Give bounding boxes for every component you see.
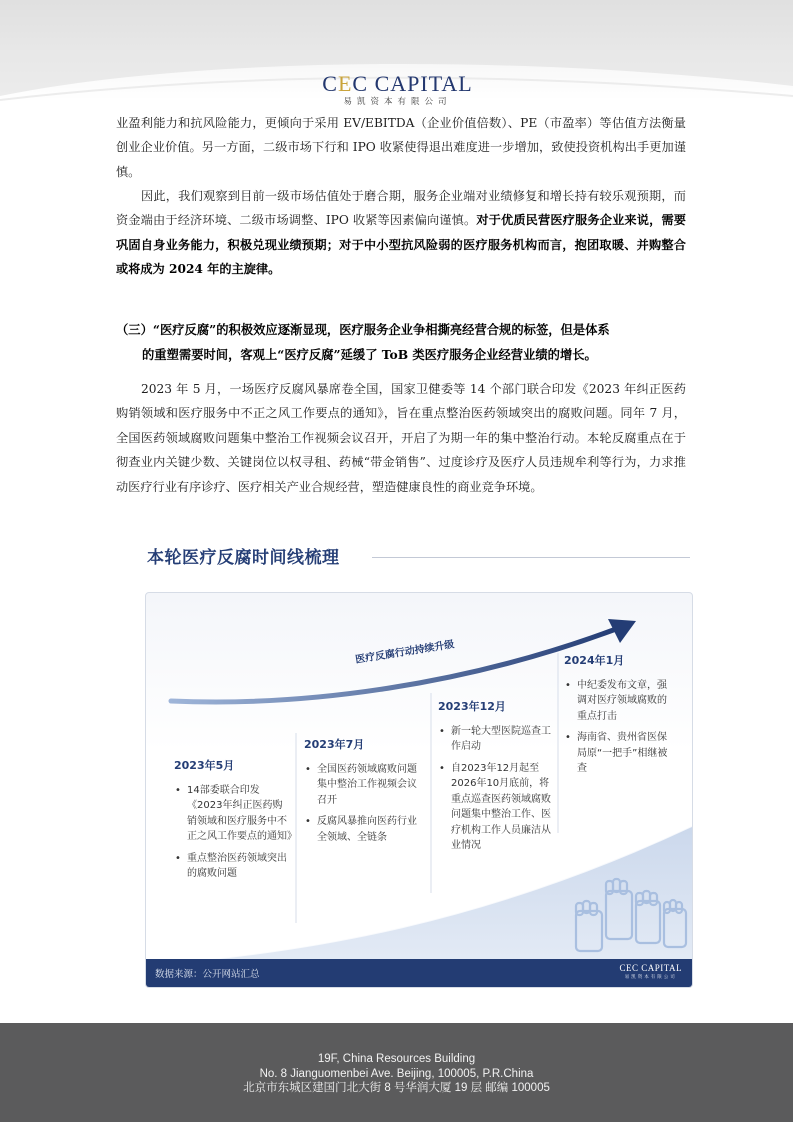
logo-subtitle: 易凯资本有限公司 xyxy=(343,97,452,107)
section-heading xyxy=(116,317,686,367)
footer-small-logo-sub: 易凯资本有限公司 xyxy=(624,975,677,980)
arrow-label: 医疗反腐行动持续升级 xyxy=(354,639,456,666)
timeline-item: • 海南省、贵州省医保局原“一把手”相继被查 xyxy=(564,730,674,777)
logo-accent-letter: E xyxy=(337,71,353,96)
timeline-year: 2023年5月 xyxy=(174,759,235,772)
footer-small-logo xyxy=(619,963,682,981)
timeline-item: • 全国医药领域腐败问题集中整治工作视频会议召开 xyxy=(304,762,424,809)
timeline-card-footer xyxy=(146,959,693,987)
data-source-note: 数据来源：公开网站汇总 xyxy=(155,969,260,980)
timeline-column-may-2023 xyxy=(174,758,297,888)
timeline-year: 2023年7月 xyxy=(304,738,365,751)
timeline-item: • 中纪委发布文章，强调对医疗领域腐败的重点打击 xyxy=(564,678,674,725)
timeline-item: • 重点整治医药领域突出的腐败问题 xyxy=(174,851,292,882)
timeline-year: 2024年1月 xyxy=(564,654,625,667)
footer-address-line2: No. 8 Jianguomenbei Ave. Beijing, 100005, P.R.China xyxy=(259,1067,534,1080)
timeline-item: • 自2023年12月起至2026年10月底前，将重点巡查医药领域腐败问题集中整治工作、医疗机构工作人员廉洁从业情况 xyxy=(438,761,553,854)
timeline-title-rule xyxy=(372,557,690,558)
footer-address-line1: 19F, China Resources Building xyxy=(317,1053,476,1065)
timeline-column-jul-2023 xyxy=(304,737,424,851)
paragraph-anticorruption: 2023 年 5 月，一场医疗反腐风暴席卷全国，国家卫健委等 14 个部门联合印发《2023 年纠正医药购销领域和医疗服务中不正之风工作要点的通知》，旨在重点整治医药领域突出的腐败问题。同年 7 月，全国医药领域腐败问题集中整治工作视频会议召开，开启了为期一年的集中整治行动。本轮反腐重点在于彻查业内关键少数、关键岗位以权寻租、药械“带金销售”、过度诊疗及医疗人员违规牟利等行为，力求推动医疗行业有序诊疗、医疗相关产业合规经营，塑造健康良性的商业竞争环境。 xyxy=(116,382,686,494)
paragraph-market-outlook xyxy=(116,184,686,282)
section-heading-line2: 的重塑需要时间，客观上“医疗反腐”延缓了 ToB 类医疗服务企业经营业绩的增长。 xyxy=(142,347,597,362)
timeline-column-dec-2023 xyxy=(438,699,553,860)
timeline-item: • 反腐风暴推向医药行业全领域、全链条 xyxy=(304,814,424,845)
company-logo xyxy=(320,72,475,108)
paragraph-valuation: 业盈利能力和抗风险能力，更倾向于采用 EV/EBITDA（企业价值倍数）、PE（市盈率）等估值方法衡量创业企业价值。另一方面，二级市场下行和 IPO 收紧使得退出难度进一步增加，致使投资机构出手更加谨慎。 xyxy=(116,116,686,179)
footer-address-line3: 北京市东城区建国门北大街 8 号华润大厦 19 层 邮编 100005 xyxy=(243,1082,550,1094)
page-footer xyxy=(0,1023,793,1122)
timeline-title: 本轮医疗反腐时间线梳理 xyxy=(147,548,340,568)
paragraph-bold-text: 对于优质民营医疗服务企业来说，需要巩固自身业务能力，积极兑现业绩预期；对于中小型抗风险弱的医疗服务机构而言，抱团取暖、并购整合或将成为 2024 年的主旋律。 xyxy=(116,213,686,277)
logo-text: CEC CAPITAL xyxy=(322,71,473,96)
timeline-card xyxy=(145,592,693,988)
timeline-column-jan-2024 xyxy=(564,653,674,783)
paragraph-normal-text: 因此，我们观察到目前一级市场估值处于磨合期，服务企业端对业绩修复和增长持有较乐观预期，而资金端由于经济环境、二级市场调整、IPO 收紧等因素偏向谨慎。 xyxy=(116,189,686,228)
section-heading-line1: （三）“医疗反腐”的积极效应逐渐显现，医疗服务企业争相撕亮经营合规的标签，但是体系 xyxy=(116,322,610,337)
timeline-item: • 新一轮大型医院巡查工作启动 xyxy=(438,724,553,755)
timeline-item: • 14部委联合印发《2023年纠正医药购销领域和医疗服务中不正之风工作要点的通知》 xyxy=(174,783,292,845)
footer-small-logo-text: CEC CAPITAL xyxy=(619,963,682,973)
timeline-year: 2023年12月 xyxy=(438,700,506,713)
